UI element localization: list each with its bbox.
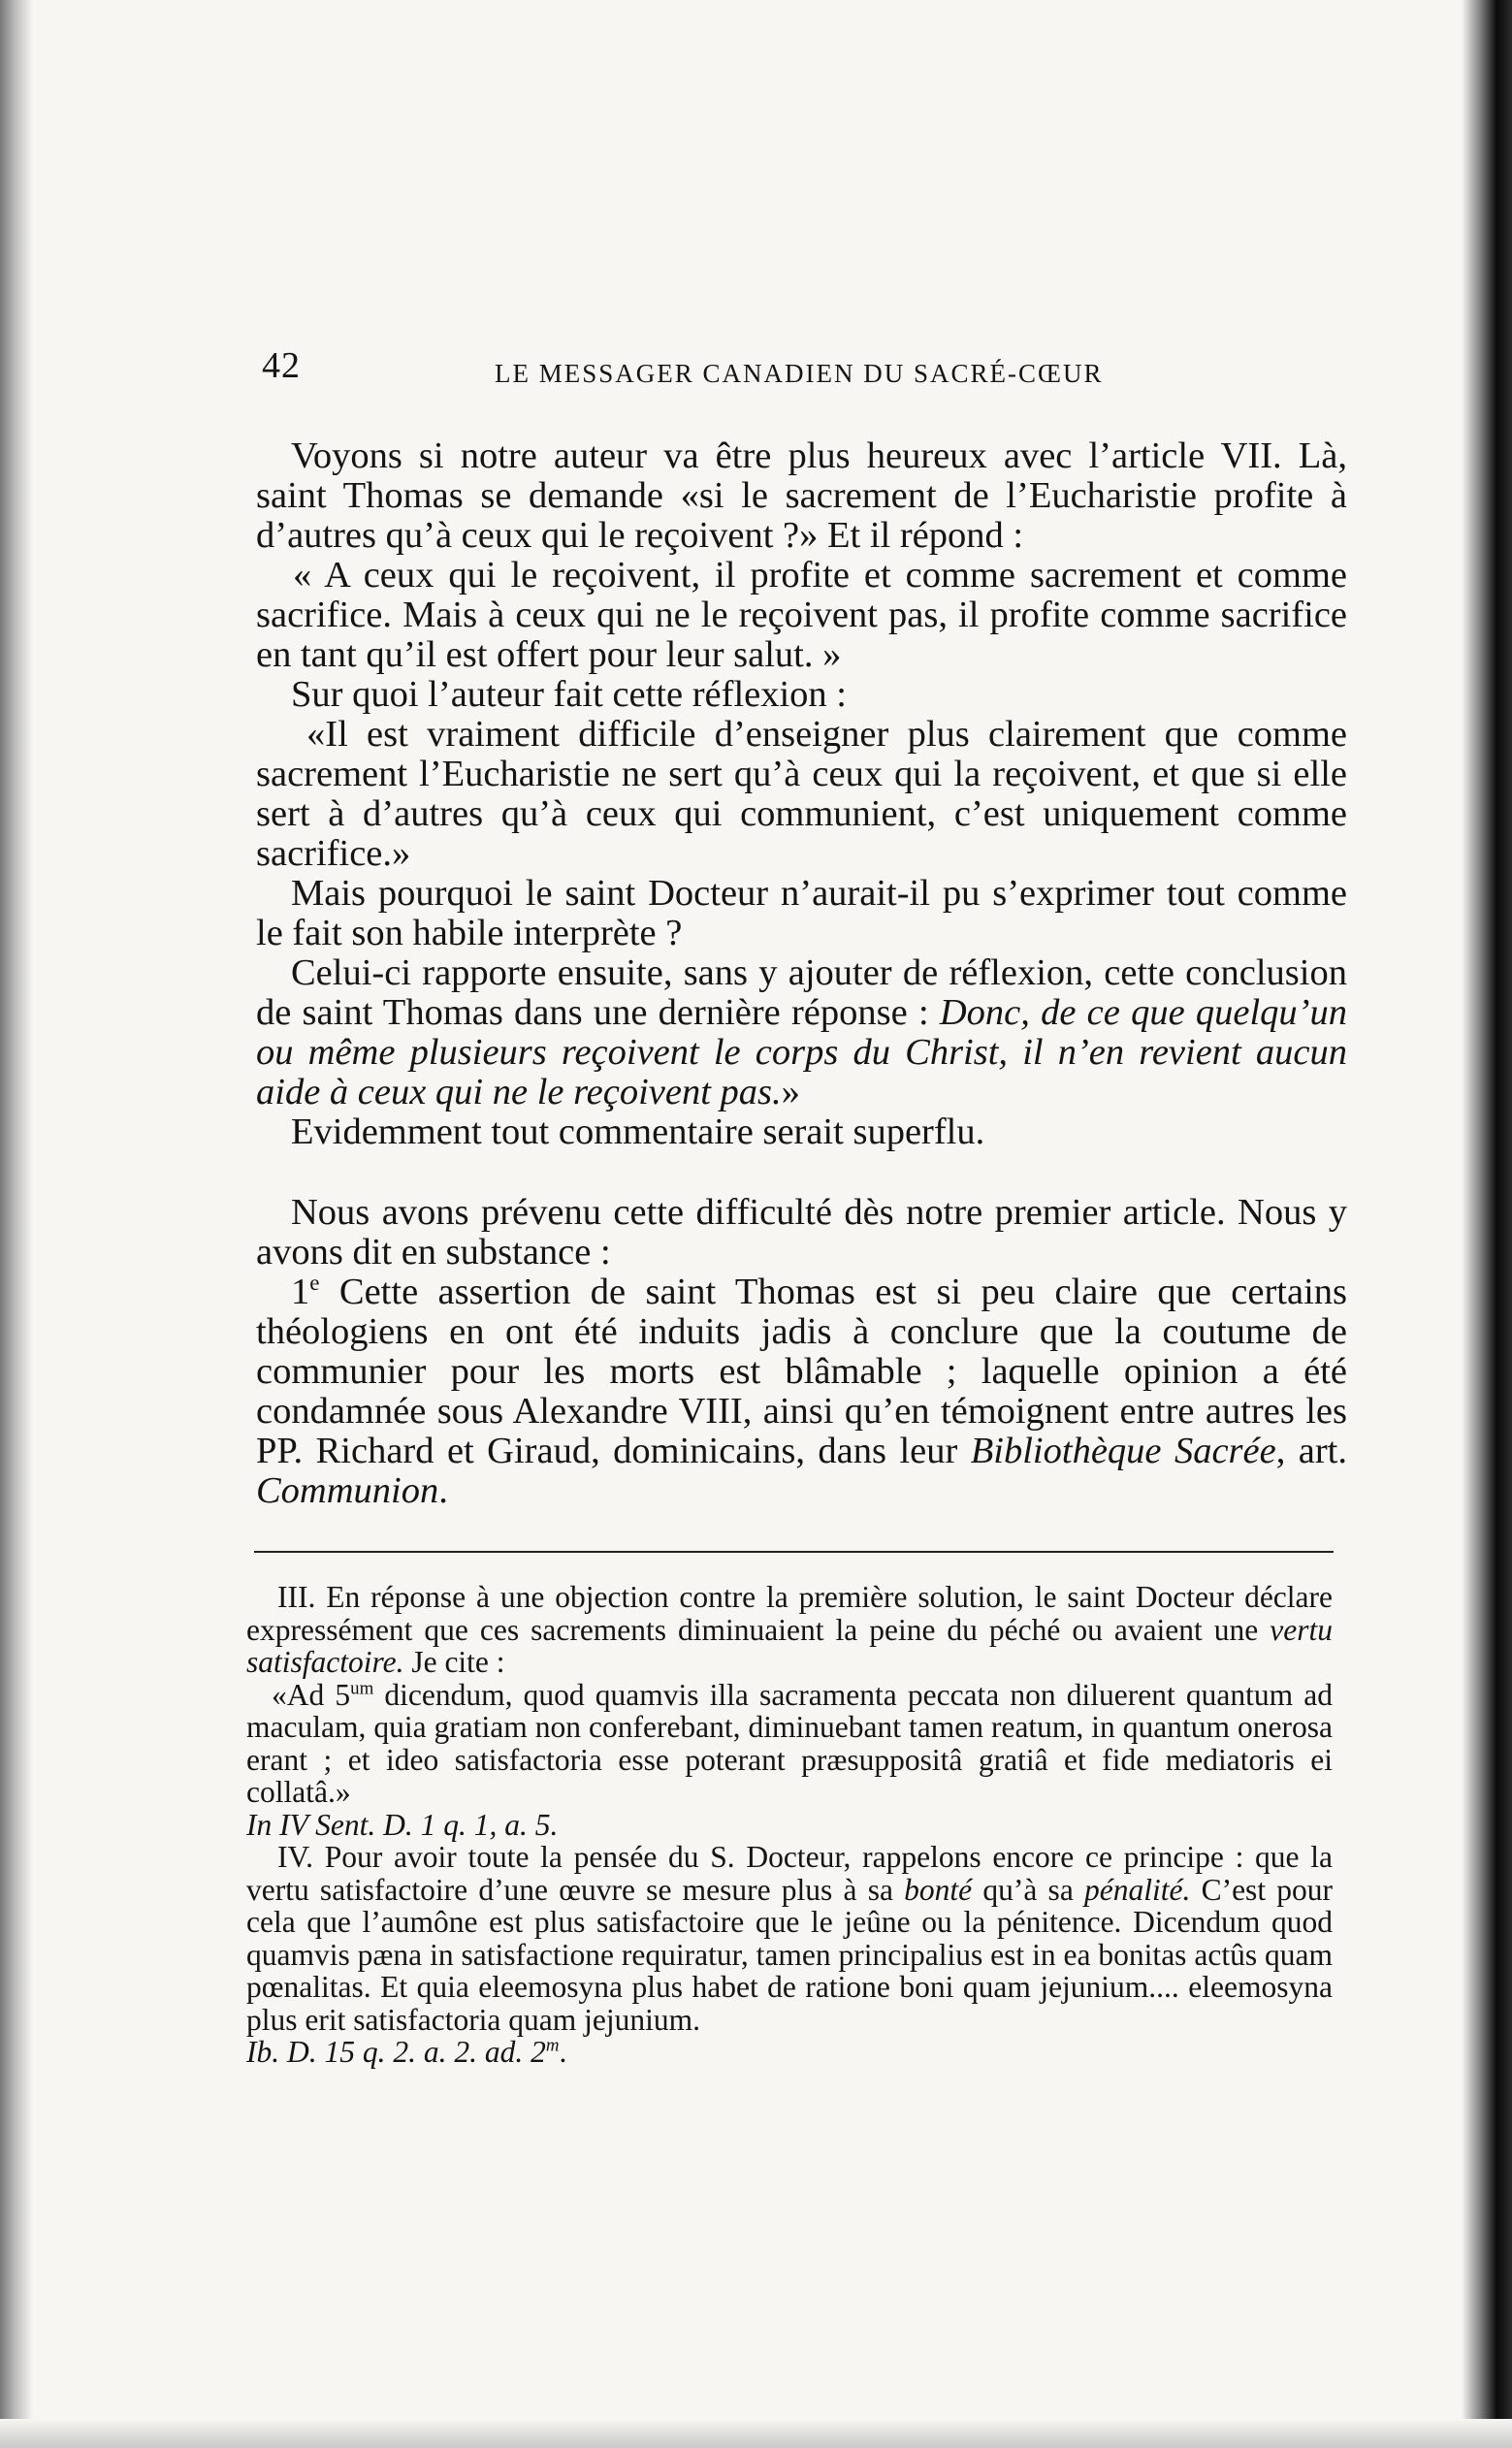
paragraph: Sur quoi l’auteur fait cette réflexion : <box>291 674 848 715</box>
paragraph-text: Celui-ci rapporte ensuite, sans y ajouter de réflexion, cette conclusion de saint Thomas dans une dernière réponse : <box>256 952 1347 1033</box>
footnote-text: «Ad 5 <box>272 1677 351 1712</box>
paragraph: Nous avons prévenu cette difficulté dès notre premier article. Nous y avons dit en substance : <box>256 1192 1347 1272</box>
ordinal-suffix: e <box>309 1270 320 1296</box>
main-text <box>256 436 1347 1511</box>
footnote-text: C’est pour cela que l’aumône est plus satisfactoire que le jeûne ou la pénitence. Dicendum quod quamvis pæna in satisfactione requiratur, tamen principalius est in ea bonitas actûs quam pœnalitas. Et quia eleemosyna plus habet de ratione boni quam jejunium.... eleemosyna plus erit satisfactoria quam jejunium. <box>246 1872 1334 2037</box>
numbered-paragraph <box>256 1272 1347 1511</box>
paragraph: Mais pourquoi le saint Docteur n’aurait-il pu s’exprimer tout comme le fait son habile interprète ? <box>256 873 1347 953</box>
running-title: LE MESSAGER CANADIEN DU SACRÉ-CŒUR <box>495 359 1104 388</box>
scan-left-edge <box>0 0 33 2448</box>
footnote-text: III. En réponse à une objection contre la première solution, le saint Docteur déclare expressément que ces sacrements diminuaient la peine du péché ou avaient une <box>246 1580 1333 1647</box>
footnote-text: IV. Pour avoir toute la pensée du S. Docteur, rappelons encore ce principe : que la vertu satisfactoire d’une œuvre se mesure plus à sa <box>246 1840 1333 1907</box>
quotation: «Il est vraiment difficile d’enseigner plus clairement que comme sacrement l’Eucharistie ne sert qu’à ceux qui la reçoivent, et que si elle sert à d’autres qu’à ceux qui communient, c’est uniquement comme sacrifice.» <box>256 714 1347 874</box>
paragraph <box>256 953 1347 1112</box>
footnote-4 <box>246 1841 1333 2069</box>
paragraph: Voyons si notre auteur va être plus heureux avec l’article VII. Là, saint Thomas se demande «si le sacrement de l’Eucharistie profite à d’autres qu’à ceux qui le reçoivent ?» Et il répond : <box>256 435 1347 556</box>
footnote-reference <box>246 2035 560 2069</box>
footnote-3 <box>246 1581 1333 1679</box>
quotation: « A ceux qui le reçoivent, il profite et comme sacrement et comme sacrifice. Mais à ceux qui ne le reçoivent pas, il profite comme sacrifice en tant qu’il est offert pour leur salut. » <box>256 555 1347 675</box>
footnote-text: Je cite : <box>411 1645 505 1679</box>
closing-quote: » <box>781 1072 800 1112</box>
page-number: 42 <box>262 345 301 386</box>
italic-citation: Donc, de ce que quelqu’un ou même plusieurs reçoivent le corps du Christ, il n’en revient aucun aide à ceux qui ne le reçoivent pas. <box>256 992 1347 1112</box>
footnote-reference: In IV Sent. D. 1 q. 1, a. 5. <box>246 1807 559 1842</box>
footnote-text: dicendum, quod quamvis illa sacramenta peccata non diluerent quantum ad maculam, quia gratiam non conferebant, diminuebant tamen reatum, in quantum onerosa erant ; et ideo satisfactoria esse poterant præsuppositâ gratiâ et fide mediatoris ei collatâ.» <box>246 1677 1333 1809</box>
book-title: Bibliothèque Sacrée <box>970 1431 1276 1471</box>
footnote-rule <box>254 1551 1334 1553</box>
footnote-italic: vertu satisfactoire. <box>246 1612 1333 1679</box>
period: . <box>438 1470 448 1511</box>
scan-right-edge <box>1462 0 1512 2448</box>
list-number: 1 <box>291 1272 310 1312</box>
footnotes <box>246 1581 1333 2069</box>
reference-text: Ib. D. 15 q. 2. a. 2. ad. 2 <box>246 2035 546 2069</box>
scan-bottom-edge <box>0 2419 1512 2448</box>
footnote-text: qu’à sa <box>982 1872 1074 1907</box>
paragraph-text: Cette assertion de saint Thomas est si peu claire que certains théologiens en ont été induits jadis à conclure que la coutume de communier pour les morts est blâmable ; laquelle opinion a été condamnée sous Alexandre VIII, ainsi qu’en témoignent entre autres les PP. Richard et Giraud, dominicains, dans leur <box>256 1272 1348 1471</box>
footnote-italic: pénalité. <box>1084 1872 1191 1907</box>
article-label: , art. <box>1275 1431 1348 1471</box>
paragraph: Evidemment tout commentaire serait superflu. <box>291 1111 985 1152</box>
article-entry: Communion <box>256 1470 439 1511</box>
footnote-3-quote <box>246 1679 1333 1842</box>
footnote-italic: bonté <box>904 1872 973 1907</box>
period: . <box>559 2035 567 2069</box>
superscript: m <box>545 2035 560 2056</box>
superscript: um <box>350 1678 374 1698</box>
